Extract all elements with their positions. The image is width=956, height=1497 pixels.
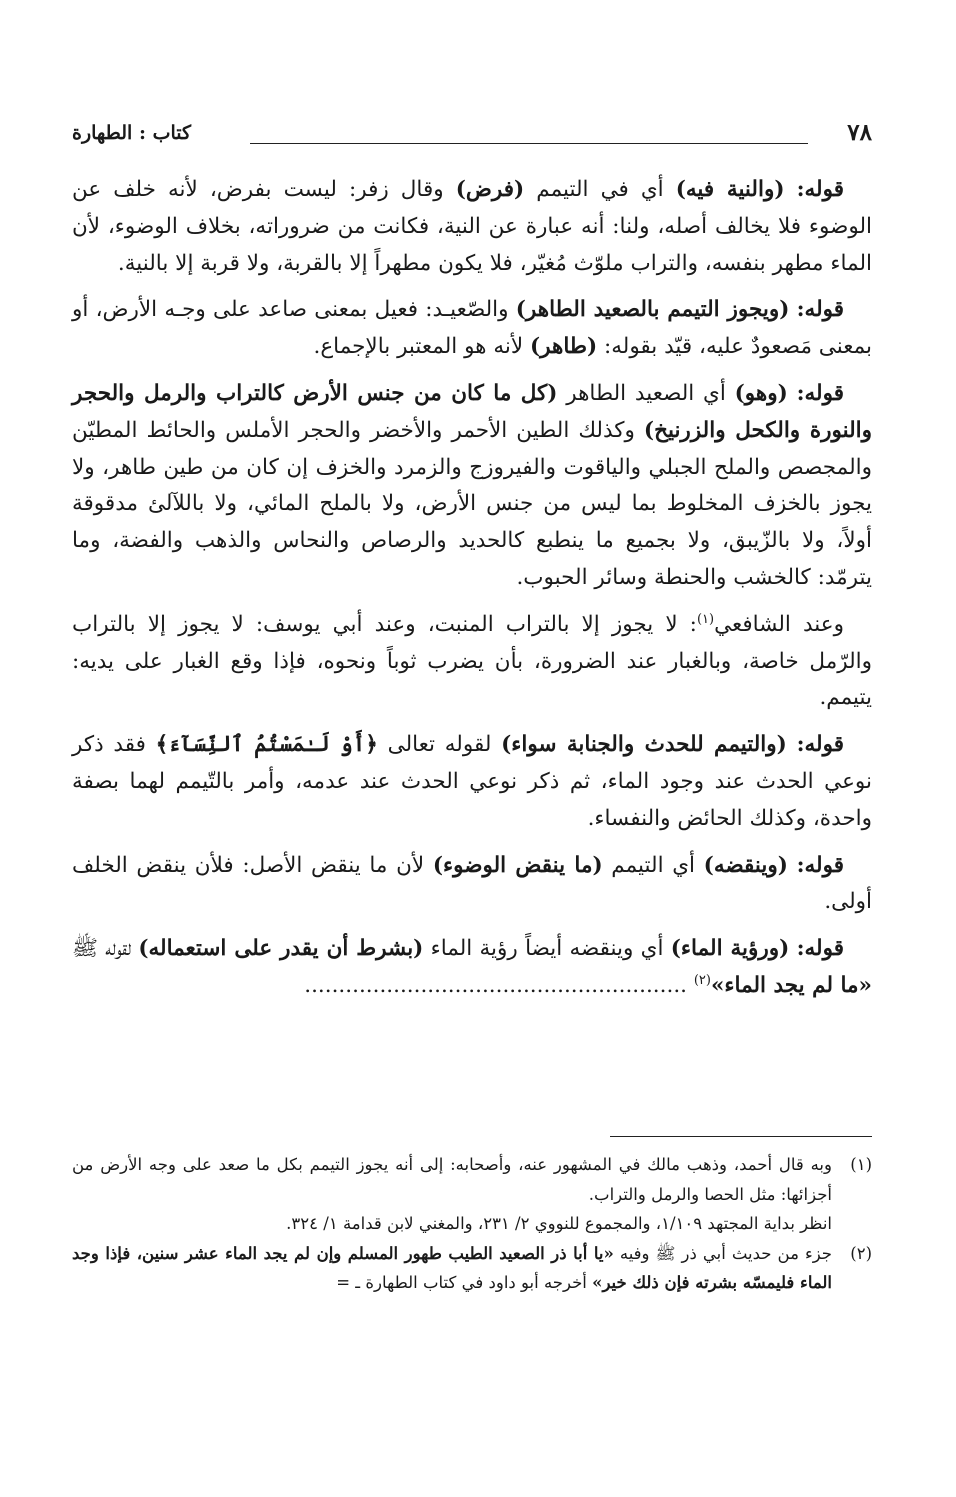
matn-quote: (ما ينقض الوضوء) xyxy=(432,852,603,878)
matn-quote: (طاهر) xyxy=(529,334,598,360)
commentary-text: وعند الشافعي xyxy=(714,611,844,637)
commentary-text: لقوله تعالى xyxy=(377,732,502,758)
footnote-1-references: انظر بداية المجتهد ١/١٠٩، والمجموع للنووي ٢/ ٢٣١، والمغني لابن قدامة ١/ ٣٢٤. xyxy=(286,1214,832,1233)
commentary-text: : لا يجوز إلا بالتراب المنبت، وعند أبي يوسف: لا يجوز إلا بالتراب والرّمل خاصة، وبالغبار عند الضرورة، بأن يضرب ثوباً ونحوه، فإذا وقع الغبار على يديه: يتيمم. xyxy=(72,611,872,711)
footnote-ref-2[interactable]: (٢) xyxy=(693,972,711,988)
footnote-1 xyxy=(72,1150,872,1209)
footnote-text: وبه قال أحمد، وذهب مالك في المشهور عنه، وأصحابه: إلى أنه يجوز التيمم بكل ما صعد على وجه الأرض من أجزائها: مثل الحصا والرمل والتراب. xyxy=(72,1155,832,1204)
page-header xyxy=(72,118,872,152)
hadith-quote: «ما لم يجد الماء» xyxy=(710,972,872,998)
commentary-text: أي في التيمم xyxy=(524,177,676,202)
commentary-text: لقوله ﷺ xyxy=(72,936,139,962)
commentary-text: لأنه هو المعتبر بالإجماع. xyxy=(313,334,530,360)
footnote-text: جزء من حديث أبي ذر ﷺ وفيه xyxy=(613,1243,833,1263)
commentary-text: أي الصعيد الطاهر xyxy=(557,380,735,406)
commentary-text: أي التيمم xyxy=(602,852,704,878)
paragraph-niyya xyxy=(72,172,872,282)
matn-quote: (كل ما كان من جنس الأرض كالتراب والرمل والحجر والنورة والكحل والزرنيخ) xyxy=(72,380,872,443)
matn-quote: (والنية فيه) xyxy=(675,177,785,202)
qawluhu-label: قوله: xyxy=(796,177,844,202)
commentary-text: وقال زفر: ليست بفرض، لأنه خلف عن الوضوء فلا يخالف أصله، ولنا: أنه عبارة عن النية، فكانت من ضروراته، بخلاف الوضوء، لأن الماء مطهر بنفسه، والتراب ملوّث مُغيّر، فلا يكون مطهراً إلا بالقربة، ولا قربة إلا بالنية. xyxy=(72,177,872,276)
page-number: ٧٨ xyxy=(847,119,872,146)
qawluhu-label: قوله: xyxy=(796,732,844,758)
matn-quote: (ويجوز التيمم بالصعيد الطاهر) xyxy=(515,297,790,323)
running-title: كتاب : الطهارة xyxy=(72,122,192,144)
paragraph-hadath-janaba xyxy=(72,727,872,837)
footnote-number: (١) xyxy=(850,1155,872,1174)
qawluhu-label: قوله: xyxy=(796,936,844,962)
footnote-ref-1[interactable]: (١) xyxy=(696,611,715,627)
matn-quote: (ورؤية الماء) xyxy=(670,936,790,962)
continuation-dots: ........................................................ xyxy=(304,972,694,998)
paragraph-naqd xyxy=(72,848,872,922)
paragraph-saeed xyxy=(72,292,872,366)
matn-quote: (والتيمم للحدث والجنابة سواء) xyxy=(501,732,787,758)
qawluhu-label: قوله: xyxy=(796,297,845,323)
book-page xyxy=(72,0,872,1497)
matn-quote: (وهو) xyxy=(734,380,788,406)
hadith-quote: «يا أبا ذر الصعيد الطيب طهور المسلم وإن لم يجد الماء عشر سنين، فإذا وجد الماء فليمسّه بشرته فإن ذلك خير» xyxy=(72,1243,832,1292)
commentary-text: لأن ما ينقض الأصل: فلأن ينقض الخلف أولى. xyxy=(72,852,872,915)
main-text xyxy=(72,172,872,1015)
matn-quote: (وينقضه) xyxy=(703,852,788,878)
footnote-text: أخرجه أبو داود في كتاب الطهارة ـ = xyxy=(336,1273,593,1292)
commentary-text: أي وينقضه أيضاً رؤية الماء xyxy=(423,936,671,962)
matn-quote: (فرض) xyxy=(455,177,525,202)
qawluhu-label: قوله: xyxy=(796,380,844,406)
paragraph-ruyat-al-maa xyxy=(72,931,872,1005)
footnotes xyxy=(72,1150,872,1298)
paragraph-shafii xyxy=(72,607,872,717)
commentary-text: فقد ذكر نوعي الحدث عند وجود الماء، ثم ذكر نوعي الحدث عند عدمه، وأمر بالتّيمم لهما بصفة واحدة، وكذلك الحائض والنفساء. xyxy=(72,732,872,831)
matn-quote: (بشرط أن يقدر على استعماله) xyxy=(138,936,424,962)
commentary-text: والصّعيـد: فعيل بمعنى صاعد على وجـه الأرض، أو بمعنى مَصعودٌ عليه، قيّد بقوله: xyxy=(72,297,872,360)
quran-quote: ﴿أَوْ لَـٰمَسْتُمُ ٱلنِّسَآءَ﴾ xyxy=(155,732,378,758)
header-rule xyxy=(250,143,808,144)
qawluhu-label: قوله: xyxy=(796,852,844,878)
commentary-text: وكذلك الطين الأحمر والأخضر والحجر الأملس والحائط المطيّن والمجصص والملح الجبلي والياقوت والفيروزج والزمرد والخزف إن كان من طين طاهر، ولا يجوز بالخزف المخلوط بما ليس من جنس الأرض، ولا بالملح المائي، ولا باللآلئ مدقوقة أولاً، ولا بالزّيبق، ولا بجميع ما ينطبع كالحديد والرصاص والنحاس والذهب والفضة، وما يترمّد: كالخشب والحنطة وسائر الحبوب. xyxy=(72,417,872,590)
footnote-number: (٢) xyxy=(850,1243,872,1263)
footnote-separator xyxy=(610,1136,872,1137)
footnote-2 xyxy=(72,1239,872,1298)
paragraph-jins-al-ard xyxy=(72,376,872,597)
